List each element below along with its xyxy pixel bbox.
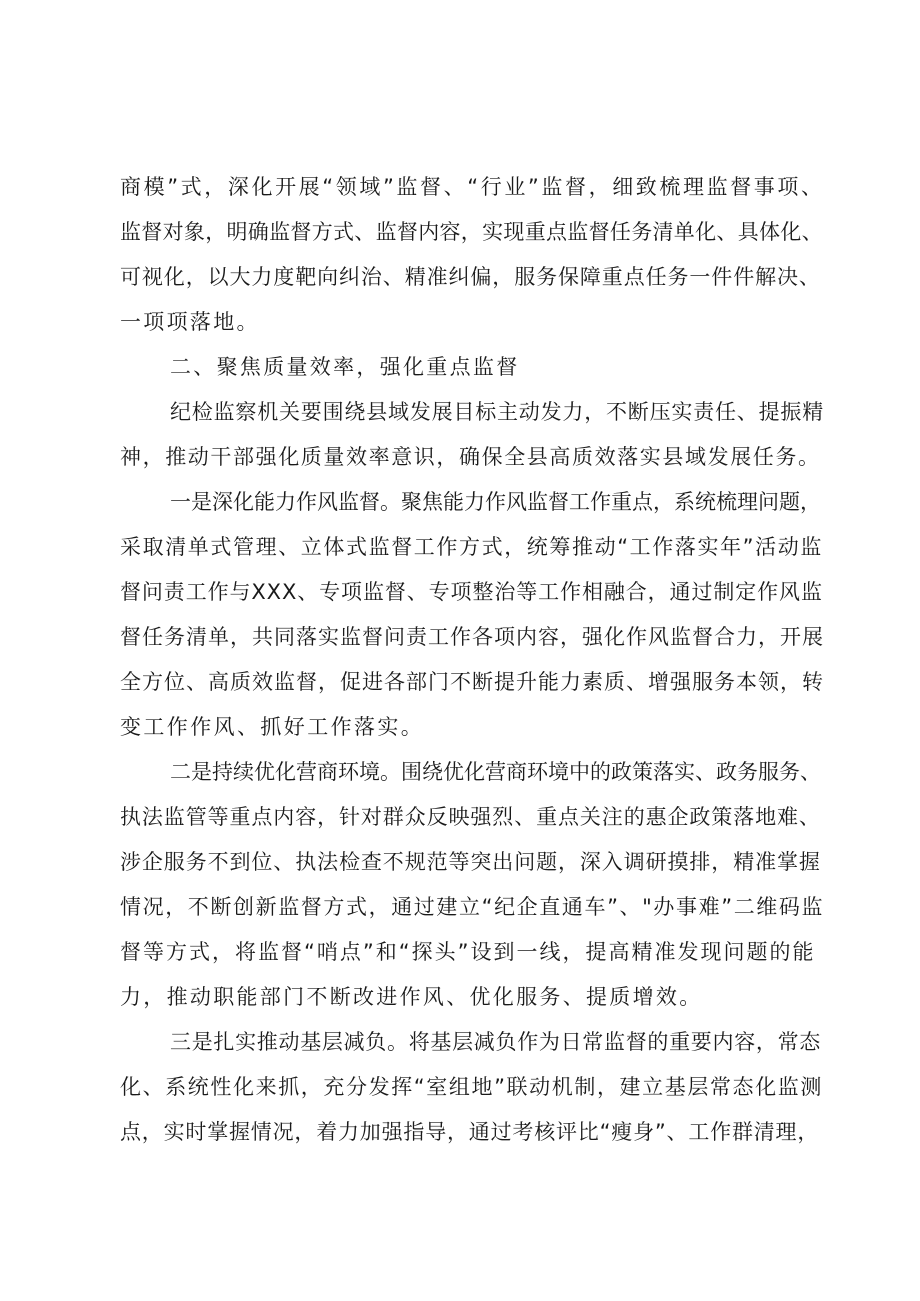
text-line: 监督对象，明确监督方式、监督内容，实现重点监督任务清单化、具体化、 xyxy=(120,220,823,244)
text-line: 可视化，以大力度靶向纠治、精准纠偏，服务保障重点任务一件件解决、 xyxy=(120,265,821,289)
text-line: 情况，不断创新监督方式，通过建立“纪企直通车”、"办事难”二维码监 xyxy=(120,895,825,919)
text-line: 一是深化能力作风监督。聚焦能力作风监督工作重点，系统梳理问题， xyxy=(170,490,821,514)
text-line: 力，推动职能部门不断改进作风、优化服务、提质增效。 xyxy=(120,985,703,1009)
text-line: 神，推动干部强化质量效率意识，确保全县高质效落实县域发展任务。 xyxy=(120,445,821,469)
text-line: 督任务清单，共同落实监督问责工作各项内容，强化作风监督合力，开展 xyxy=(120,625,824,649)
text-line: 变工作作风、抓好工作落实。 xyxy=(120,715,425,739)
text-line: 三是扎实推动基层减负。将基层减负作为日常监督的重要内容，常态 xyxy=(170,1030,821,1054)
section-heading: 二、聚焦质量效率，强化重点监督 xyxy=(170,355,520,379)
text-line: 纪检监察机关要围绕县域发展目标主动发力，不断压实责任、提振精 xyxy=(170,400,824,424)
text-line: 采取清单式管理、立体式监督工作方式，统筹推动“工作落实年”活动监 xyxy=(120,535,823,559)
text-line: 涉企服务不到位、执法检查不规范等突出问题，深入调研摸排，精准掌握 xyxy=(120,850,821,874)
text-line: 商模”式，深化开展“领域”监督、“行业”监督，细致梳理监督事项、 xyxy=(120,175,825,199)
text-line: 督问责工作与XXX、专项监督、专项整治等工作相融合，通过制定作风监 xyxy=(120,580,823,604)
text-line: 二是持续优化营商环境。围绕优化营商环境中的政策落实、政务服务、 xyxy=(170,760,821,784)
text-line: 督等方式，将监督“哨点”和“探头”设到一线，提高精准发现问题的能 xyxy=(120,940,816,964)
text-line: 全方位、高质效监督，促进各部门不断提升能力素质、增强服务本领，转 xyxy=(120,670,824,694)
text-line: 化、系统性化来抓，充分发挥“室组地”联动机制，建立基层常态化监测 xyxy=(120,1075,823,1099)
text-line: 执法监管等重点内容，针对群众反映强烈、重点关注的惠企政策落地难、 xyxy=(120,805,821,829)
text-line: 点，实时掌握情况，着力加强指导，通过考核评比“瘦身”、工作群清理， xyxy=(120,1120,820,1144)
text-line: 一项项落地。 xyxy=(120,310,260,334)
